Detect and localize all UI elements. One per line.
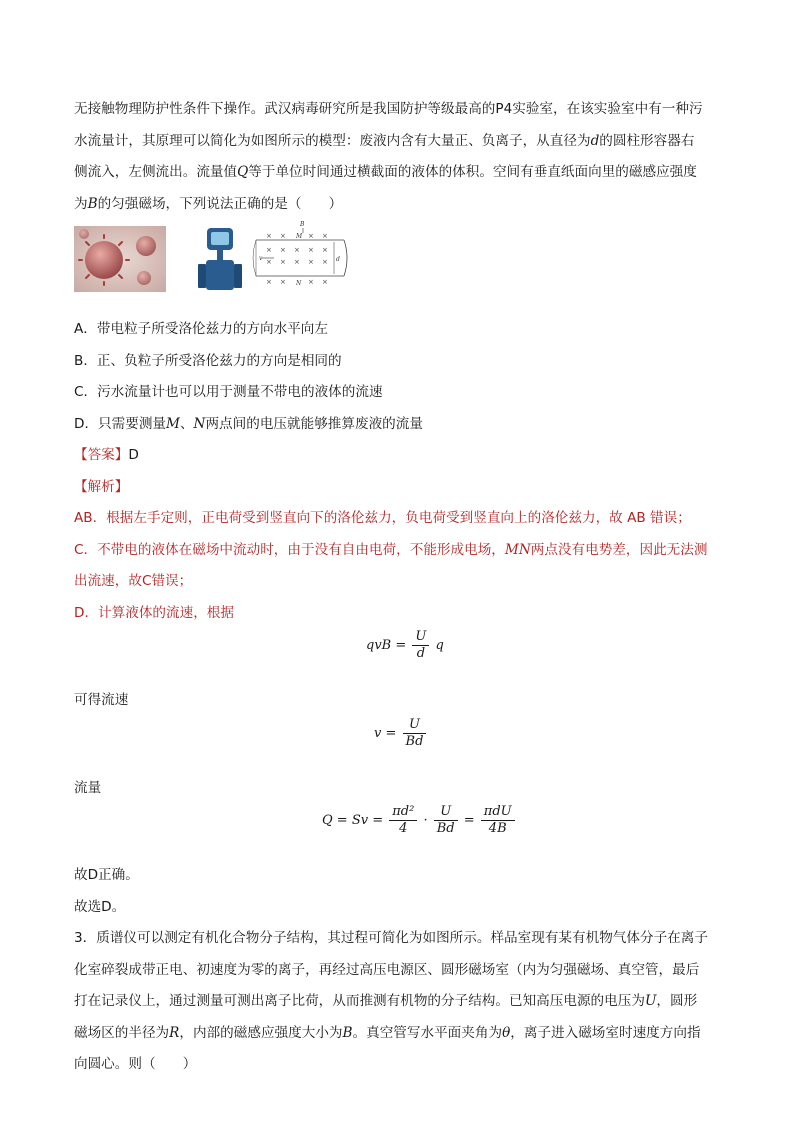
page-content: [74, 94, 722, 1081]
choose-d: 故选D。: [74, 898, 126, 915]
svg-text:v: v: [259, 255, 263, 262]
answer-line: 【答案】D: [74, 447, 139, 463]
flow-speed-label: 可得流速: [74, 692, 129, 708]
svg-text:×: ×: [266, 246, 272, 254]
q2-stem-line-2: 水流量计，其原理可以简化为如图所示的模型：废液内含有大量正、负离子，从直径为d的圆柱形容器右: [74, 132, 695, 149]
formula-force-balance: qvB = $\frac{U}{d}$ q: [366, 629, 444, 661]
svg-text:B: B: [300, 221, 305, 228]
virus-image: [74, 226, 166, 292]
svg-text:N: N: [296, 280, 302, 287]
option-c: C．污水流量计也可以用于测量不带电的液体的流速: [74, 384, 383, 400]
flow-rate-label: 流量: [74, 779, 102, 796]
explanation-d: D．计算液体的流速，根据: [74, 604, 234, 621]
svg-text:d: d: [336, 256, 340, 263]
analysis-label: 【解析】: [74, 478, 129, 495]
q3-stem-line-2: 化室碎裂成带正电、初速度为零的离子，再经过高压电源区、圆形磁场室（内为匀强磁场、真空管，最后: [74, 961, 700, 978]
svg-text:×: ×: [266, 278, 272, 286]
svg-text:×: ×: [308, 246, 314, 254]
q2-stem-line-3: 侧流入，左侧流出。流量值Q等于单位时间通过横截面的液体的体积。空间有垂直纸面向里的磁感应强度: [74, 164, 697, 180]
svg-text:×: ×: [308, 232, 314, 240]
d-correct: 故D正确。: [74, 867, 139, 883]
svg-text:×: ×: [266, 258, 272, 266]
svg-text:×: ×: [280, 246, 286, 254]
svg-text:×: ×: [322, 246, 328, 254]
formula-speed: v = $\frac{U}{Bd}$: [74, 717, 722, 773]
option-d: D．只需要测量M、N两点间的电压就能够推算废液的流量: [74, 415, 423, 432]
option-a: A．带电粒子所受洛伦兹力的方向水平向左: [74, 321, 328, 337]
svg-text:×: ×: [280, 278, 286, 286]
pipe-magnetic-field-diagram: [248, 218, 358, 292]
svg-text:×: ×: [308, 258, 314, 266]
q3-stem-line-4: 磁场区的半径为R，内部的磁感应强度大小为B。真空管写水平面夹角为θ，离子进入磁场室时速度方向指: [74, 1024, 701, 1041]
svg-text:×: ×: [294, 258, 300, 266]
option-b: B．正、负粒子所受洛伦兹力的方向是相同的: [74, 352, 342, 369]
explanation-c-line-2: 出流速，故C错误；: [74, 573, 193, 589]
svg-text:×: ×: [266, 232, 272, 240]
explanation-ab: AB．根据左手定则，正电荷受到竖直向下的洛伦兹力，负电荷受到竖直向上的洛伦兹力，故 AB 错误；: [74, 510, 691, 526]
q2-stem-line-1: 无接触物理防护性条件下操作。武汉病毒研究所是我国防护等级最高的P4实验室，在该实验室中有一种污: [74, 101, 703, 117]
svg-text:×: ×: [280, 258, 286, 266]
svg-text:×: ×: [308, 278, 314, 286]
q3-stem-line-1: 3．质谱仪可以测定有机化合物分子结构，其过程可简化为如图所示。样品室现有某有机物气体分子在离子: [74, 930, 708, 946]
svg-text:×: ×: [322, 278, 328, 286]
flowmeter-image: [196, 226, 244, 292]
formula-flow-rate: Q = Sv = $\frac{\text{πd²}}{4}$ · $\frac{U}{Bd}$ = $\frac{\text{πdU}}{4B}$: [74, 804, 722, 860]
svg-text:×: ×: [322, 258, 328, 266]
svg-text:×: ×: [294, 246, 300, 254]
svg-text:×: ×: [280, 232, 286, 240]
q3-stem-line-5: 向圆心。则（ ）: [74, 1056, 197, 1072]
q3-stem-line-3: 打在记录仪上，通过测量可测出离子比荷，从而推测有机物的分子结构。已知高压电源的电压为U，圆形: [74, 993, 698, 1009]
svg-text:M: M: [296, 233, 303, 240]
explanation-c-line-1: C．不带电的液体在磁场中流动时，由于没有自由电荷，不能形成电场，MN两点没有电势差，因此无法测: [74, 541, 708, 558]
q2-stem-line-4: 为B的匀强磁场，下列说法正确的是（ ）: [74, 195, 343, 212]
svg-text:×: ×: [322, 232, 328, 240]
q2-figures: [74, 221, 722, 310]
